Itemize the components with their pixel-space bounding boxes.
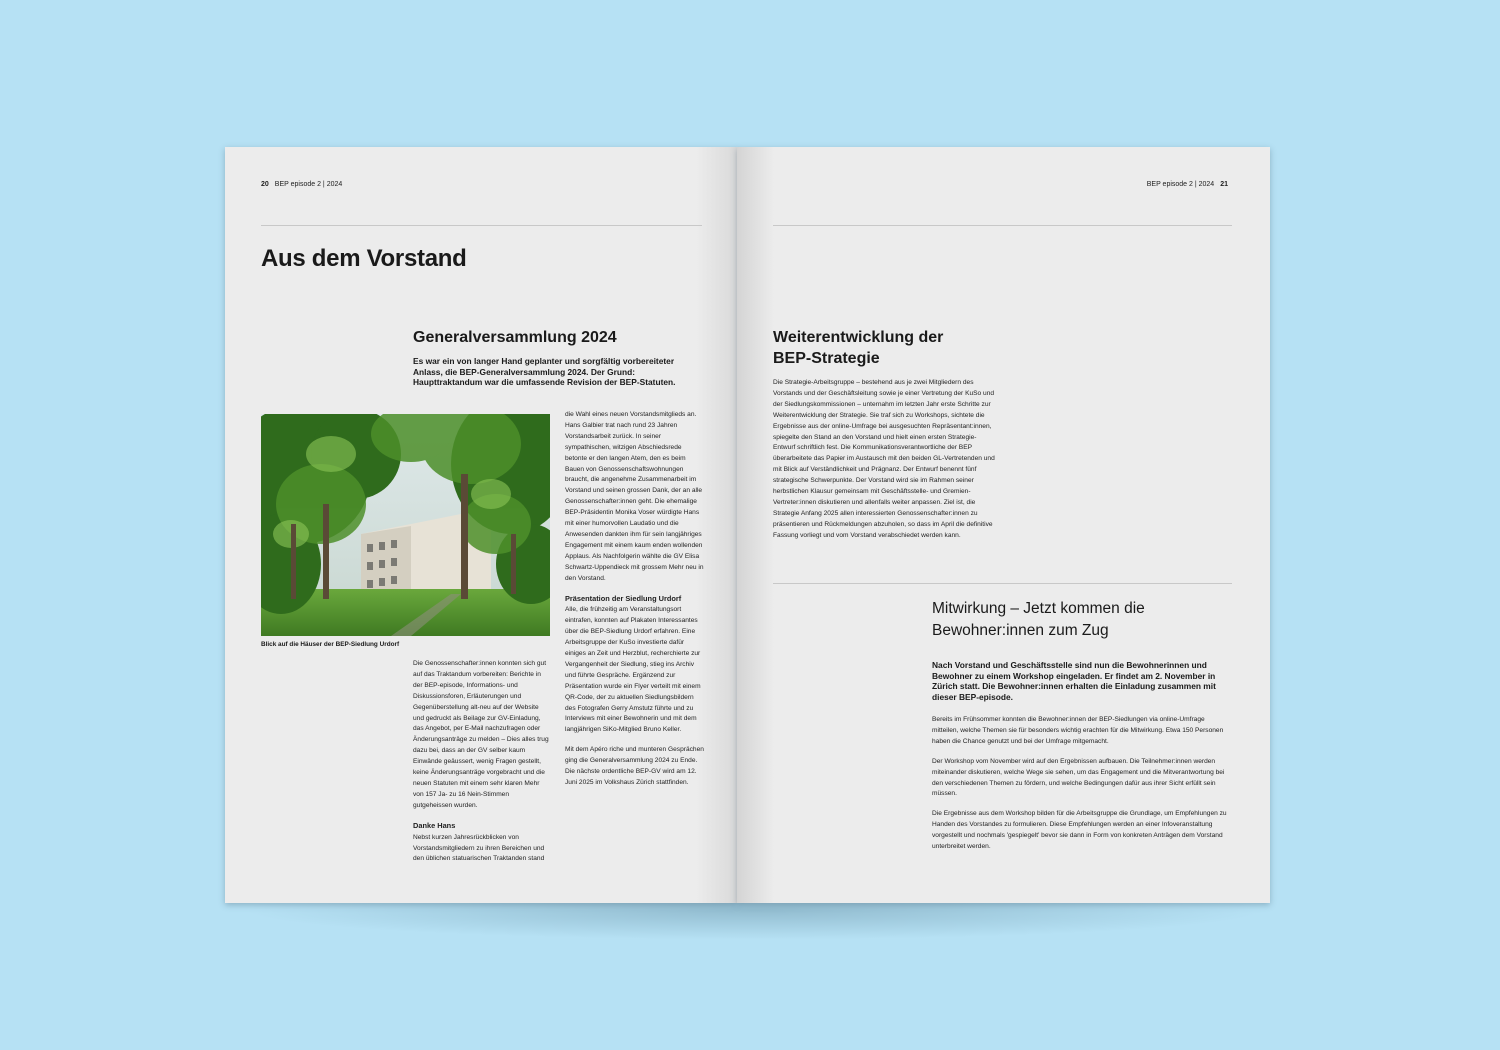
settlement-photo — [261, 414, 550, 636]
paragraph: Bereits im Frühsommer konnten die Bewohner:innen der BEP-Siedlungen via online-Umfrage mitteilen, welche Themen sie für besonders wichtig erachten für die Mitwirkung. Etwa 150 Personen haben die Chance genutzt und bei der Umfrage mitgemacht. — [932, 716, 1224, 745]
folio-text: BEP episode 2 | 2024 — [1146, 181, 1215, 188]
strategy-body: Die Strategie-Arbeitsgruppe – bestehend aus je zwei Mitgliedern des Vorstands und der Geschäftsleitung sowie je einer Vertretung der KuSo und der Siedlungskommissionen – unternahm im letzten Jahr erste Schritte zur Weiterentwicklung der Strategie. Sie traf sich zu Workshops, sichtete die Ergebnisse aus der online-Umfrage bei ausgesuchten Repräsentant:innen, spiegelte den Stand an den Vorstand und hielt einen ersten Strategie-Entwurf schriftlich fest. Die Kommunikationsverantwortliche der BEP überarbeitete das Papier im Austausch mit den beiden GL-Vertretenden und mit Blick auf Verständlichkeit und Prägnanz. Der Entwurf benennt fünf strategische Schwerpunkte. Der Vorstand wird sie im Rahmen seiner herbstlichen Klausur gemeinsam mit Geschäftsstelle- und Gremien-Vertreter:innen diskutieren und allenfalls weiter anpassen. Ziel ist, die Strategie Anfang 2025 allen interessierten Genossenschafter:innen zu präsentieren und Rückmeldungen abzuholen, so dass im April die definitive Fassung vorliegt und vom Vorstand verabschiedet werden kann. — [773, 379, 995, 539]
paragraph: Der Workshop vom November wird auf den Ergebnissen aufbauen. Die Teilnehmer:innen werden miteinander diskutieren, welche Wege sie sehen, um das Engagement und die Mitverantwortung bei den verschiedenen Themen zu fördern, und welche Bedingungen dafür aus ihrer Sicht erfüllt sein müssen. — [932, 757, 1225, 798]
subheading-danke-hans: Danke Hans — [413, 820, 456, 830]
top-rule — [261, 225, 702, 226]
paragraph: die Wahl eines neuen Vorstandsmitglieds an. Hans Galbier trat nach rund 23 Jahren Vorstandsarbeit zurück. In seiner sympathischen, witzigen Abschiedsrede betonte er den langen Atem, den es beim Bauen von Genossenschaftswohnungen braucht, die angenehme Zusammenarbeit im Vorstand und seinen grossen Dank, der an alle Genossenschafter:innen geht. Die ehemalige BEP-Präsidentin Monika Voser würdigte Hans mit einer humorvollen Laudatio und die Anwesenden dankten ihm für sein langjähriges Engagement mit einem kaum enden wollenden Applaus. Als Nachfolgerin wählte die GV Elisa Schwartz-Uppendieck mit grossem Mehr neu in den Vorstand. — [565, 411, 704, 582]
subheading-praesentation: Präsentation der Siedlung Urdorf — [565, 593, 682, 603]
paragraph: Die Ergebnisse aus dem Workshop bilden für die Arbeitsgruppe die Grundlage, um Empfehlungen zu Handen des Vorstandes zu formulieren. Diese Empfehlungen werden an einer Infoveranstaltung vorgestellt und nochmals 'gespiegelt' bevor sie dann in Form von konkreten Anträgen dem Vorstand unterbreitet werden. — [932, 810, 1227, 851]
paragraph: Nebst kurzen Jahresrückblicken von Vorstandsmitgliedern zu ihren Bereichen und den üblichen statuarischen Traktanden stand — [413, 833, 545, 863]
right-folio — [1147, 181, 1228, 188]
strategy-title-line-2: BEP-Strategie — [773, 350, 880, 367]
right-page — [737, 147, 1270, 903]
folio-text: BEP episode 2 | 2024 — [274, 181, 343, 188]
mitwirkung-body — [932, 715, 1232, 853]
article-lead: Es war ein von langer Hand geplanter und sorgfältig vorbereiteter Anlass, die BEP-Generalversammlung 2024. Der Grund: Haupttraktandum war die umfassende Revision der BEP-Statuten. — [413, 356, 676, 387]
page-number: 20 — [261, 181, 269, 188]
article-title: Generalversammlung 2024 — [413, 329, 617, 346]
section-title: Aus dem Vorstand — [261, 245, 467, 272]
article-column-1 — [413, 659, 550, 865]
mitwirkung-title-line-1: Mitwirkung – Jetzt kommen die — [932, 600, 1145, 617]
mitwirkung-lead: Nach Vorstand und Geschäftsstelle sind nun die Bewohnerinnen und Bewohner zu einem Workshop eingeladen. Er findet am 2. November in Zürich statt. Die Bewohner:innen erhalten die Einladung zusammen mit dieser BEP-episode. — [932, 660, 1216, 702]
strategy-title-line-1: Weiterentwicklung der — [773, 329, 944, 346]
left-page — [225, 147, 737, 903]
mitwirkung-title-line-2: Bewohner:innen zum Zug — [932, 622, 1109, 639]
article-column-2 — [565, 410, 705, 789]
paragraph: Alle, die frühzeitig am Veranstaltungsort eintrafen, konnten auf Plakaten Interessantes über die BEP-Siedlung Urdorf erfahren. Eine Arbeitsgruppe der KuSo investierte dafür einiges an Zeit und Herzblut, recherchierte zur Vergangenheit der Siedlung, stieg ins Archiv und führte Gespräche. Ergänzend zur Präsentation wurde ein Flyer verteilt mit einem QR-Code, der zu aktuellen Siedlungsbildern des Fotografen Gerry Amstutz führte und zu Interviews mit einer Bewohnerin und mit dem langjährigen SiKo-Mitglied Bruno Keller. — [565, 606, 701, 734]
paragraph: Die Genossenschafter:innen konnten sich gut auf das Traktandum vorbereiten: Berichte in der BEP-episode, Informations- und Diskussionsforen, Erläuterungen und Gegenüberstellung alt-neu auf der Website und gedruckt als Beilage zur GV-Einladung, das Angebot, per E-Mail nachzufragen oder Änderungsanträge zu melden – Dies alles trug dazu bei, dass an der GV selber kaum Einwände geäussert, wenig Fragen gestellt, keine Änderungsanträge vorgebracht und die neuen Statuten mit einem sehr klaren Mehr von 157 Ja- zu 16 Nein-Stimmen gutgeheissen wurden. — [413, 660, 549, 809]
mid-rule — [773, 583, 1232, 584]
paragraph: Mit dem Apéro riche und munteren Gesprächen ging die Generalversammlung 2024 zu Ende. Die nächste ordentliche BEP-GV wird am 12. Juni 2025 im Volkshaus Zürich stattfinden. — [565, 746, 704, 786]
mitwirkung-title — [932, 598, 1145, 642]
left-folio — [261, 181, 342, 188]
top-rule — [773, 225, 1232, 226]
photo-caption: Blick auf die Häuser der BEP-Siedlung Urdorf — [261, 641, 400, 648]
page-number: 21 — [1220, 181, 1228, 188]
strategy-title — [773, 327, 943, 369]
